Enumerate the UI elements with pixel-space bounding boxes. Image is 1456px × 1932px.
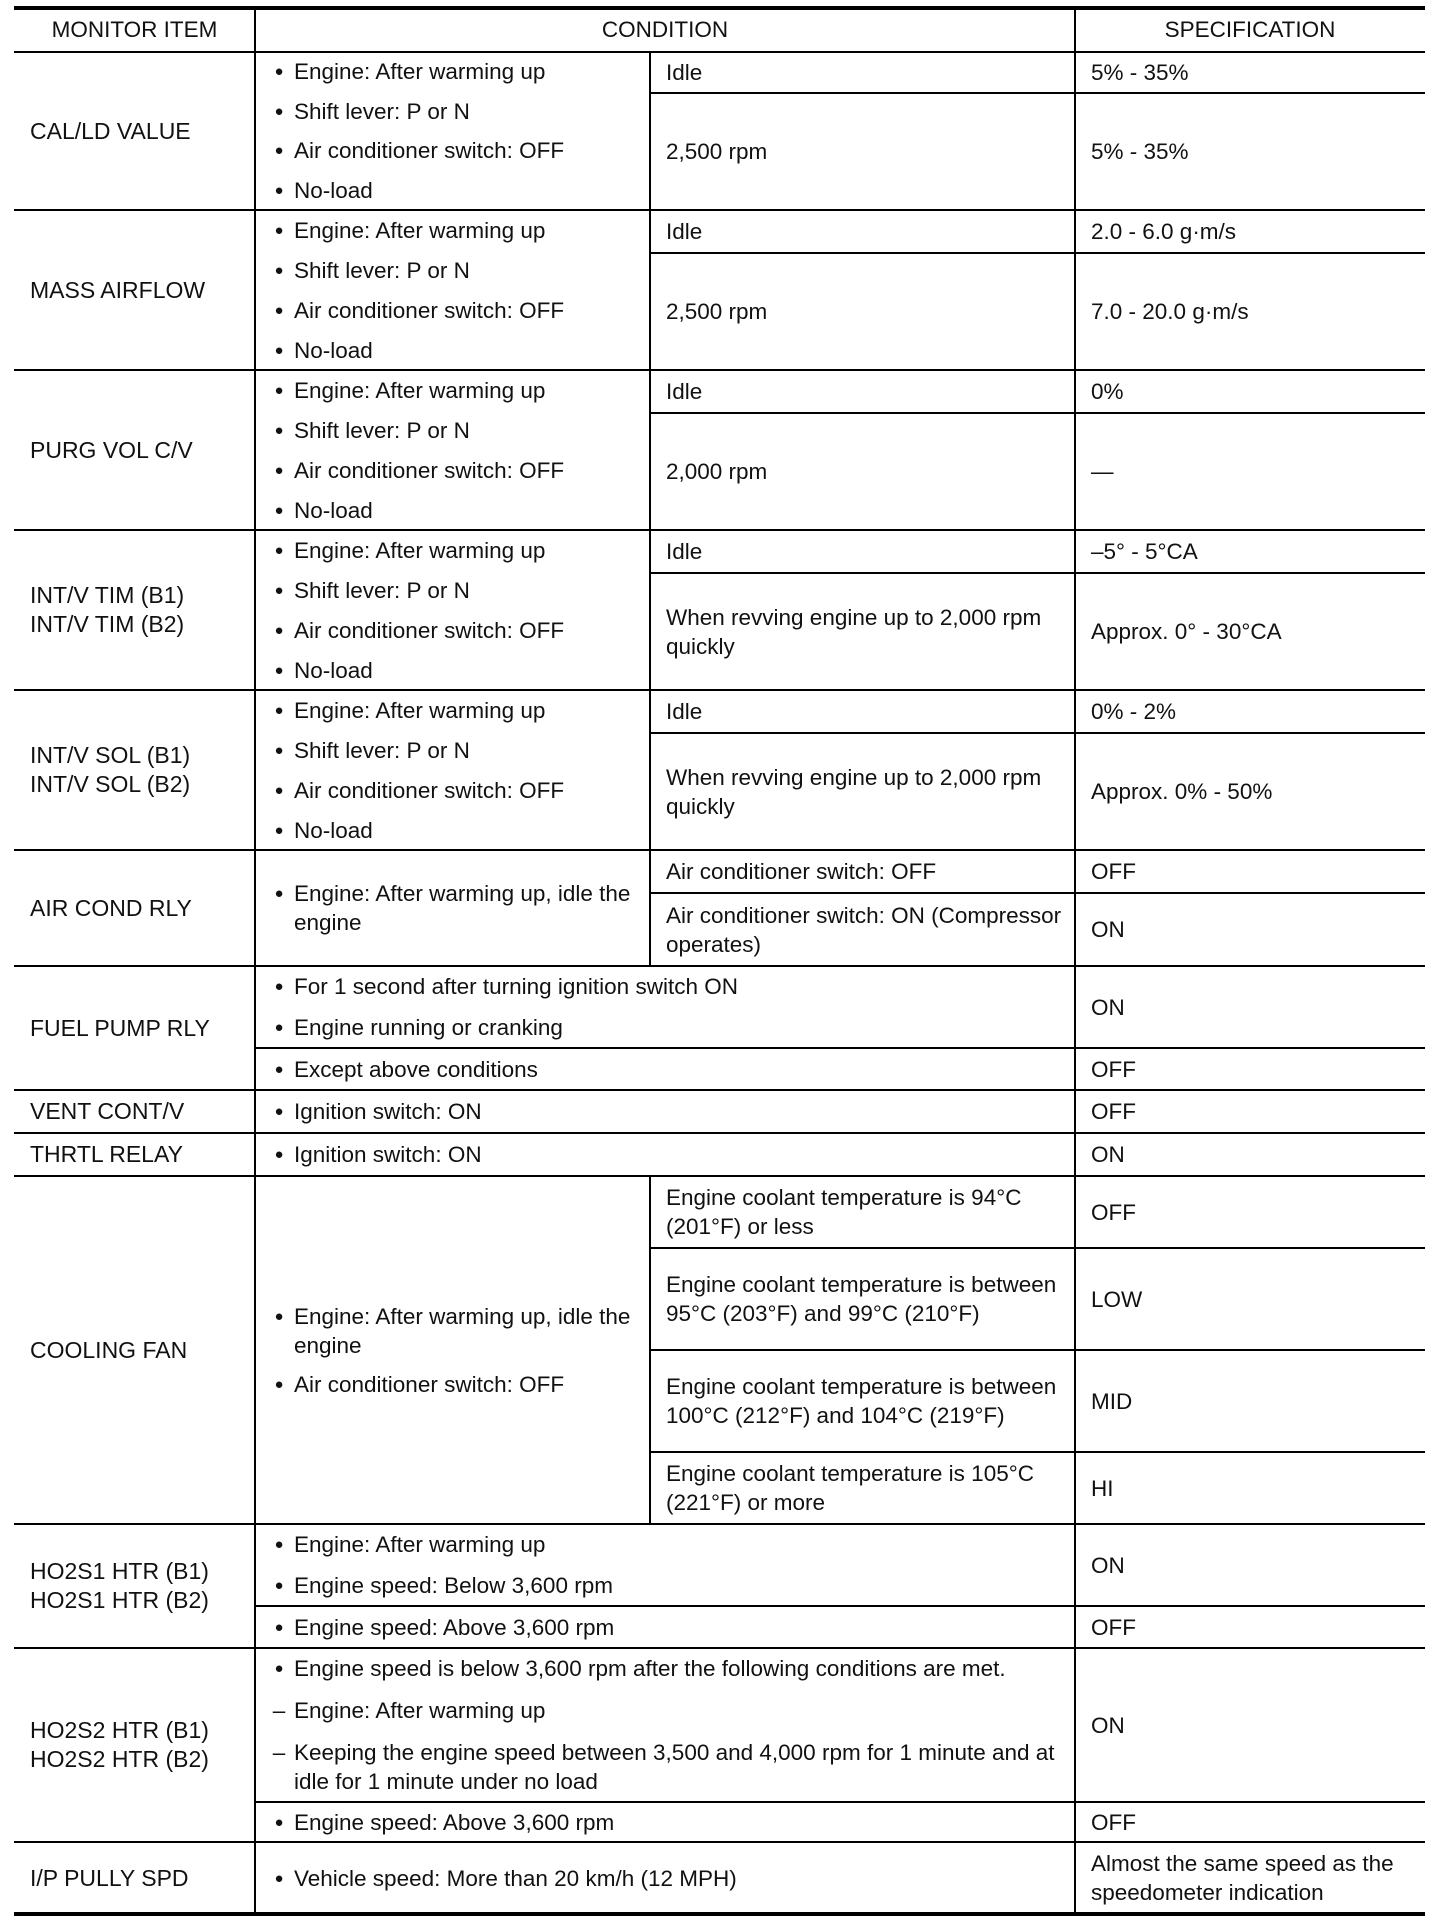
bullet-icon: ●: [274, 1618, 284, 1636]
specification-cell: [1075, 1842, 1425, 1914]
specification-cell: [1075, 1176, 1425, 1248]
header-text: CONDITION: [601, 17, 729, 42]
specification-text: 5% - 35%: [1091, 139, 1189, 164]
condition-text: Air conditioner switch: OFF: [294, 297, 565, 323]
bullet-icon: ●: [274, 1146, 284, 1163]
condition-cell: [255, 850, 650, 966]
sub-condition-text: 2,500 rpm: [666, 299, 768, 324]
bullet-icon: ●: [274, 1375, 284, 1393]
condition-item: [269, 1696, 545, 1725]
table-rule: [650, 1349, 1425, 1351]
monitor-item-cell: [14, 1176, 255, 1524]
condition-item: [269, 1097, 482, 1126]
condition-text: No-load: [294, 817, 373, 843]
specification-cell: [1075, 1048, 1425, 1090]
condition-text: Shift lever: P or N: [294, 737, 470, 763]
specification-text: MID: [1091, 1388, 1133, 1414]
condition-item: [269, 336, 373, 365]
condition-text: Engine speed is below 3,600 rpm after the following conditions are met.: [294, 1656, 1006, 1682]
sub-condition-cell: [650, 413, 1075, 530]
condition-text: Ignition switch: ON: [294, 1142, 482, 1167]
specification-text: ON: [1091, 1142, 1125, 1167]
bullet-icon: ●: [274, 501, 284, 519]
sub-condition-cell: [650, 850, 1075, 893]
bullet-icon: ●: [274, 381, 284, 399]
condition-item: [269, 1055, 538, 1084]
specification-text: ON: [1091, 994, 1125, 1020]
sub-condition-text: Engine coolant temperature is 105°C (221°F) or more: [666, 1461, 1034, 1515]
sub-condition-text: Air conditioner switch: ON (Compressor operates): [666, 902, 1062, 957]
monitor-item-cell: [14, 1133, 255, 1176]
condition-cell: [255, 690, 650, 850]
sub-condition-cell: [650, 690, 1075, 733]
monitor-item-cell: [14, 370, 255, 530]
monitor-item-text: INT/V SOL (B2): [30, 771, 191, 797]
condition-text: Air conditioner switch: OFF: [294, 1371, 565, 1397]
table-rule: [650, 252, 1425, 254]
sub-condition-cell: [650, 1248, 1075, 1350]
specification-text: HI: [1091, 1475, 1114, 1501]
specification-cell: [1075, 93, 1425, 210]
condition-item: [269, 1530, 545, 1559]
monitor-item-text: MASS AIRFLOW: [30, 276, 206, 303]
condition-cell: [255, 1648, 1075, 1802]
condition-item: [269, 696, 545, 725]
specification-text: LOW: [1091, 1286, 1143, 1312]
sub-condition-cell: [650, 530, 1075, 573]
condition-cell: [255, 966, 1075, 1048]
specification-cell: [1075, 850, 1425, 893]
condition-cell: [255, 1524, 1075, 1606]
condition-text: Engine: After warming up: [294, 1697, 546, 1723]
sub-condition-text: Engine coolant temperature is between 100°C (212°F) and 104°C (219°F): [666, 1374, 1057, 1428]
sub-condition-text: Engine coolant temperature is between 95°C (203°F) and 99°C (210°F): [666, 1272, 1057, 1326]
specification-cell: [1075, 966, 1425, 1048]
bullet-icon: ●: [274, 1103, 284, 1120]
bullet-icon: ●: [274, 1307, 284, 1325]
condition-text: Engine: After warming up: [294, 217, 546, 243]
condition-cell: [255, 1090, 1075, 1133]
condition-item: [269, 1738, 1065, 1796]
bullet-icon: ●: [274, 142, 284, 160]
specification-cell: [1075, 413, 1425, 530]
bullet-icon: ●: [274, 661, 284, 679]
bullet-icon: ●: [274, 1577, 284, 1594]
sub-condition-cell: [650, 573, 1075, 690]
monitor-item-text: HO2S2 HTR (B2): [30, 1746, 209, 1772]
condition-item: [269, 576, 470, 605]
condition-text: Keeping the engine speed between 3,500 and 4,000 rpm for 1 minute and at idle for 1 minute under no load: [294, 1739, 1055, 1794]
condition-text: Engine: After warming up, idle the engine: [294, 1303, 631, 1358]
condition-text: Ignition switch: ON: [294, 1099, 482, 1124]
sub-condition-cell: [650, 893, 1075, 966]
condition-item: [269, 1654, 1006, 1683]
sub-condition-cell: [650, 1452, 1075, 1524]
table-rule: [255, 1605, 1425, 1607]
condition-cell: [255, 52, 650, 210]
bullet-icon: ●: [274, 1869, 284, 1887]
specification-cell: [1075, 733, 1425, 850]
condition-text: Air conditioner switch: OFF: [294, 617, 565, 643]
table-rule: [650, 732, 1425, 734]
condition-text: Engine speed: Above 3,600 rpm: [294, 1809, 615, 1835]
condition-item: [269, 416, 470, 445]
condition-item: [269, 1370, 564, 1399]
bullet-icon: ●: [274, 581, 284, 599]
table-rule: [14, 1912, 1425, 1916]
monitor-item-text: VENT CONT/V: [30, 1098, 185, 1124]
condition-text: Engine: After warming up: [294, 59, 546, 85]
monitor-item-cell: [14, 966, 255, 1090]
specification-text: 2.0 - 6.0 g·m/s: [1091, 219, 1237, 244]
sub-condition-text: Idle: [666, 539, 703, 564]
specification-text: Approx. 0% - 50%: [1091, 779, 1273, 804]
condition-item: [269, 136, 564, 165]
condition-item: [269, 816, 373, 845]
specification-cell: [1075, 690, 1425, 733]
sub-condition-text: When revving engine up to 2,000 rpm quickly: [666, 604, 1042, 659]
condition-item: [269, 1302, 640, 1360]
specification-cell: [1075, 530, 1425, 573]
specification-text: 0% - 2%: [1091, 699, 1177, 724]
condition-item: [269, 616, 564, 645]
condition-text: Shift lever: P or N: [294, 98, 470, 124]
header-monitor-item: [14, 8, 255, 52]
condition-text: Engine speed: Above 3,600 rpm: [294, 1614, 615, 1640]
condition-text: Engine: After warming up: [294, 1532, 546, 1557]
monitor-item-cell: [14, 1090, 255, 1133]
monitor-item-cell: [14, 850, 255, 966]
bullet-icon: ●: [274, 781, 284, 799]
bullet-icon: ●: [274, 1060, 284, 1078]
specification-text: Approx. 0° - 30°CA: [1091, 619, 1282, 644]
specification-text: ON: [1091, 917, 1125, 942]
bullet-icon: ●: [274, 621, 284, 639]
specification-cell: [1075, 893, 1425, 966]
condition-item: [269, 1571, 613, 1600]
bullet-icon: ●: [274, 63, 284, 81]
condition-text: Air conditioner switch: OFF: [294, 457, 565, 483]
sub-condition-cell: [650, 253, 1075, 370]
monitor-item-text: PURG VOL C/V: [30, 436, 193, 463]
specification-text: OFF: [1091, 1056, 1136, 1082]
condition-cell: [255, 1176, 650, 1524]
condition-text: Shift lever: P or N: [294, 577, 470, 603]
condition-item: [269, 1613, 614, 1642]
specification-cell: [1075, 210, 1425, 253]
bullet-icon: ●: [274, 821, 284, 839]
bullet-icon: ●: [274, 421, 284, 439]
condition-text: Air conditioner switch: OFF: [294, 777, 565, 803]
condition-item: [269, 216, 545, 245]
specification-text: OFF: [1091, 1199, 1136, 1225]
condition-item: [269, 736, 470, 765]
specification-text: Almost the same speed as the speedometer indication: [1091, 1851, 1394, 1905]
sub-condition-cell: [650, 370, 1075, 413]
specification-cell: [1075, 1606, 1425, 1648]
sub-condition-text: Idle: [666, 379, 703, 404]
condition-text: Engine: After warming up, idle the engine: [294, 881, 631, 935]
sub-condition-text: Idle: [666, 60, 703, 85]
condition-item: [269, 456, 564, 485]
table-rule: [255, 1047, 1425, 1049]
table-rule: [650, 572, 1425, 574]
condition-item: [269, 296, 564, 325]
condition-text: Engine running or cranking: [294, 1015, 563, 1040]
monitor-item-text: INT/V SOL (B1): [30, 742, 191, 768]
header-text: MONITOR ITEM: [51, 17, 218, 42]
monitor-item-text: HO2S2 HTR (B1): [30, 1717, 209, 1743]
condition-item: [269, 536, 545, 565]
condition-item: [269, 776, 564, 805]
condition-text: No-load: [294, 177, 373, 203]
specification-text: –5° - 5°CA: [1091, 539, 1198, 564]
monitor-item-text: INT/V TIM (B1): [30, 582, 185, 608]
condition-text: Engine: After warming up: [294, 697, 546, 723]
sub-condition-text: 2,000 rpm: [666, 459, 768, 484]
specification-cell: [1075, 573, 1425, 690]
condition-text: No-load: [294, 337, 373, 363]
monitor-item-text: CAL/LD VALUE: [30, 117, 191, 144]
condition-item: [269, 176, 373, 205]
bullet-icon: ●: [274, 1813, 284, 1831]
sub-condition-text: Air conditioner switch: OFF: [666, 859, 937, 884]
sub-condition-cell: [650, 93, 1075, 210]
specification-text: OFF: [1091, 1809, 1136, 1835]
dash-icon: –: [272, 1697, 286, 1723]
bullet-icon: ●: [274, 978, 284, 995]
bullet-icon: ●: [274, 1536, 284, 1553]
specification-cell: [1075, 370, 1425, 413]
condition-text: No-load: [294, 657, 373, 683]
condition-item: [269, 972, 738, 1001]
specification-cell: [1075, 1248, 1425, 1350]
condition-cell: [255, 1048, 1075, 1090]
condition-item: [269, 879, 640, 937]
specification-text: OFF: [1091, 1614, 1136, 1640]
bullet-icon: ●: [274, 301, 284, 319]
monitor-item-text: HO2S1 HTR (B1): [30, 1558, 209, 1584]
bullet-icon: ●: [274, 261, 284, 279]
sub-condition-cell: [650, 52, 1075, 93]
monitor-item-text: HO2S1 HTR (B2): [30, 1587, 209, 1613]
specification-text: 0%: [1091, 379, 1124, 404]
monitor-item-cell: [14, 1842, 255, 1914]
condition-cell: [255, 1133, 1075, 1176]
monitor-item-text: FUEL PUMP RLY: [30, 1014, 210, 1041]
monitor-item-text: AIR COND RLY: [30, 894, 192, 921]
condition-item: [269, 1013, 563, 1042]
specification-cell: [1075, 1452, 1425, 1524]
bullet-icon: ●: [274, 541, 284, 559]
specification-text: —: [1091, 459, 1114, 484]
sub-condition-cell: [650, 210, 1075, 253]
monitor-item-cell: [14, 52, 255, 210]
bullet-icon: ●: [274, 1660, 284, 1678]
specification-text: ON: [1091, 1552, 1125, 1578]
condition-text: Engine: After warming up: [294, 377, 546, 403]
specification-cell: [1075, 1648, 1425, 1802]
bullet-icon: ●: [274, 461, 284, 479]
condition-item: [269, 97, 470, 126]
condition-text: Vehicle speed: More than 20 km/h (12 MPH): [294, 1865, 737, 1891]
condition-text: Except above conditions: [294, 1056, 538, 1082]
monitor-item-text: I/P PULLY SPD: [30, 1864, 189, 1891]
sub-condition-cell: [650, 1176, 1075, 1248]
specification-text: ON: [1091, 1712, 1125, 1738]
table-rule: [650, 892, 1425, 894]
bullet-icon: ●: [274, 221, 284, 239]
specification-cell: [1075, 253, 1425, 370]
monitor-item-text: INT/V TIM (B2): [30, 611, 185, 637]
sub-condition-cell: [650, 1350, 1075, 1452]
monitor-item-text: THRTL RELAY: [30, 1141, 183, 1167]
specification-cell: [1075, 52, 1425, 93]
table-rule: [650, 92, 1425, 94]
sub-condition-text: When revving engine up to 2,000 rpm quickly: [666, 764, 1042, 819]
condition-item: [269, 1864, 737, 1893]
header-specification: [1075, 8, 1425, 52]
table-rule: [650, 412, 1425, 414]
condition-cell: [255, 370, 650, 530]
condition-item: [269, 1140, 482, 1169]
monitor-item-cell: [14, 690, 255, 850]
table-rule: [255, 1801, 1425, 1803]
condition-item: [269, 656, 373, 685]
monitor-item-cell: [14, 210, 255, 370]
sub-condition-text: 2,500 rpm: [666, 139, 768, 164]
bullet-icon: ●: [274, 181, 284, 199]
condition-item: [269, 376, 545, 405]
condition-text: Shift lever: P or N: [294, 257, 470, 283]
bullet-icon: ●: [274, 1019, 284, 1036]
condition-text: Engine: After warming up: [294, 537, 546, 563]
specification-cell: [1075, 1524, 1425, 1606]
sub-condition-text: Idle: [666, 219, 703, 244]
bullet-icon: ●: [274, 741, 284, 759]
header-text: SPECIFICATION: [1164, 17, 1336, 42]
condition-cell: [255, 1606, 1075, 1648]
condition-item: [269, 1808, 614, 1837]
monitor-item-cell: [14, 1648, 255, 1842]
condition-cell: [255, 210, 650, 370]
sub-condition-text: Engine coolant temperature is 94°C (201°F) or less: [666, 1185, 1022, 1239]
monitor-item-cell: [14, 1524, 255, 1648]
bullet-icon: ●: [274, 701, 284, 719]
dash-icon: –: [272, 1739, 286, 1765]
monitor-item-text: COOLING FAN: [30, 1336, 188, 1363]
specification-cell: [1075, 1133, 1425, 1176]
condition-text: Engine speed: Below 3,600 rpm: [294, 1573, 613, 1598]
specification-text: 5% - 35%: [1091, 60, 1189, 85]
specification-cell: [1075, 1090, 1425, 1133]
condition-text: Shift lever: P or N: [294, 417, 470, 443]
table-rule: [650, 1451, 1425, 1453]
specification-cell: [1075, 1802, 1425, 1842]
sub-condition-text: Idle: [666, 699, 703, 724]
specification-cell: [1075, 1350, 1425, 1452]
bullet-icon: ●: [274, 885, 284, 902]
condition-text: No-load: [294, 497, 373, 523]
table-rule: [14, 6, 1425, 10]
sub-condition-cell: [650, 733, 1075, 850]
condition-text: For 1 second after turning ignition switch ON: [294, 974, 738, 999]
condition-cell: [255, 1842, 1075, 1914]
table-rule: [650, 1247, 1425, 1249]
condition-text: Air conditioner switch: OFF: [294, 138, 565, 164]
specification-text: OFF: [1091, 859, 1136, 884]
condition-item: [269, 57, 545, 86]
specification-text: OFF: [1091, 1099, 1136, 1124]
condition-item: [269, 256, 470, 285]
condition-cell: [255, 530, 650, 690]
bullet-icon: ●: [274, 341, 284, 359]
bullet-icon: ●: [274, 102, 284, 120]
header-condition: [255, 8, 1075, 52]
condition-cell: [255, 1802, 1075, 1842]
condition-item: [269, 496, 373, 525]
specification-text: 7.0 - 20.0 g·m/s: [1091, 299, 1249, 324]
monitor-item-cell: [14, 530, 255, 690]
